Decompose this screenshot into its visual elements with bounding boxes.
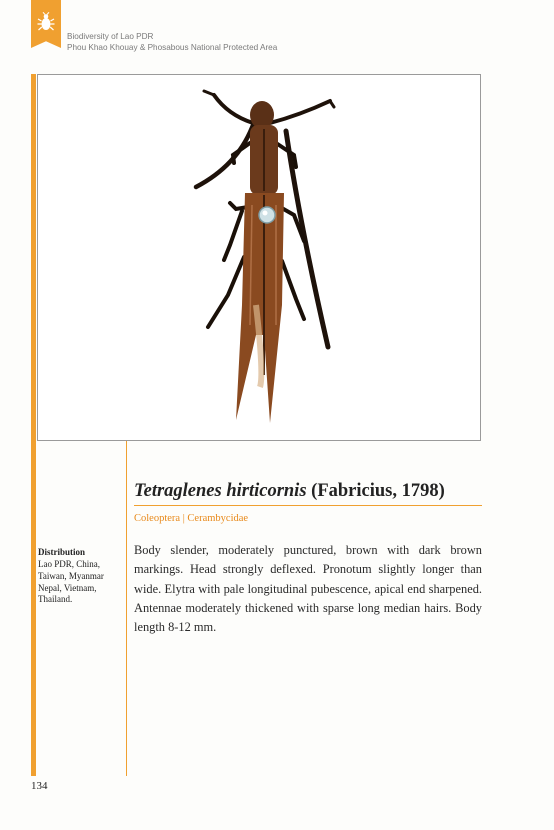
distribution-heading: Distribution bbox=[38, 547, 86, 557]
species-author: (Fabricius, 1798) bbox=[306, 481, 445, 501]
logo-tab bbox=[31, 0, 61, 48]
distribution-text: Lao PDR, China, Taiwan, Myanmar Nepal, Vietnam, Thailand. bbox=[38, 559, 104, 605]
column-divider bbox=[126, 441, 127, 776]
taxon-label: Coleoptera | Cerambycidae bbox=[134, 513, 249, 524]
beetle-specimen-image bbox=[38, 75, 480, 440]
header-line-2: Phou Khao Khouay & Phosabous National Protected Area bbox=[67, 43, 278, 52]
side-accent-bar bbox=[31, 74, 36, 776]
page-number: 134 bbox=[31, 780, 48, 792]
beetle-icon bbox=[37, 12, 55, 32]
header-line-1: Biodiversity of Lao PDR bbox=[67, 32, 154, 41]
species-description: Body slender, moderately punctured, brown with dark brown markings. Head strongly deflexed. Pronotum slightly longer than wide. Elytra with pale longitudinal pubescence, apical end sharpened. Antennae moderately thickened with sparse long median hairs. Body length 8-12 mm. bbox=[134, 543, 482, 635]
specimen-photo bbox=[37, 74, 481, 441]
species-name: Tetraglenes hirticornis bbox=[134, 481, 307, 501]
title-rule bbox=[134, 505, 482, 506]
species-title bbox=[134, 481, 484, 502]
running-header bbox=[67, 31, 277, 53]
